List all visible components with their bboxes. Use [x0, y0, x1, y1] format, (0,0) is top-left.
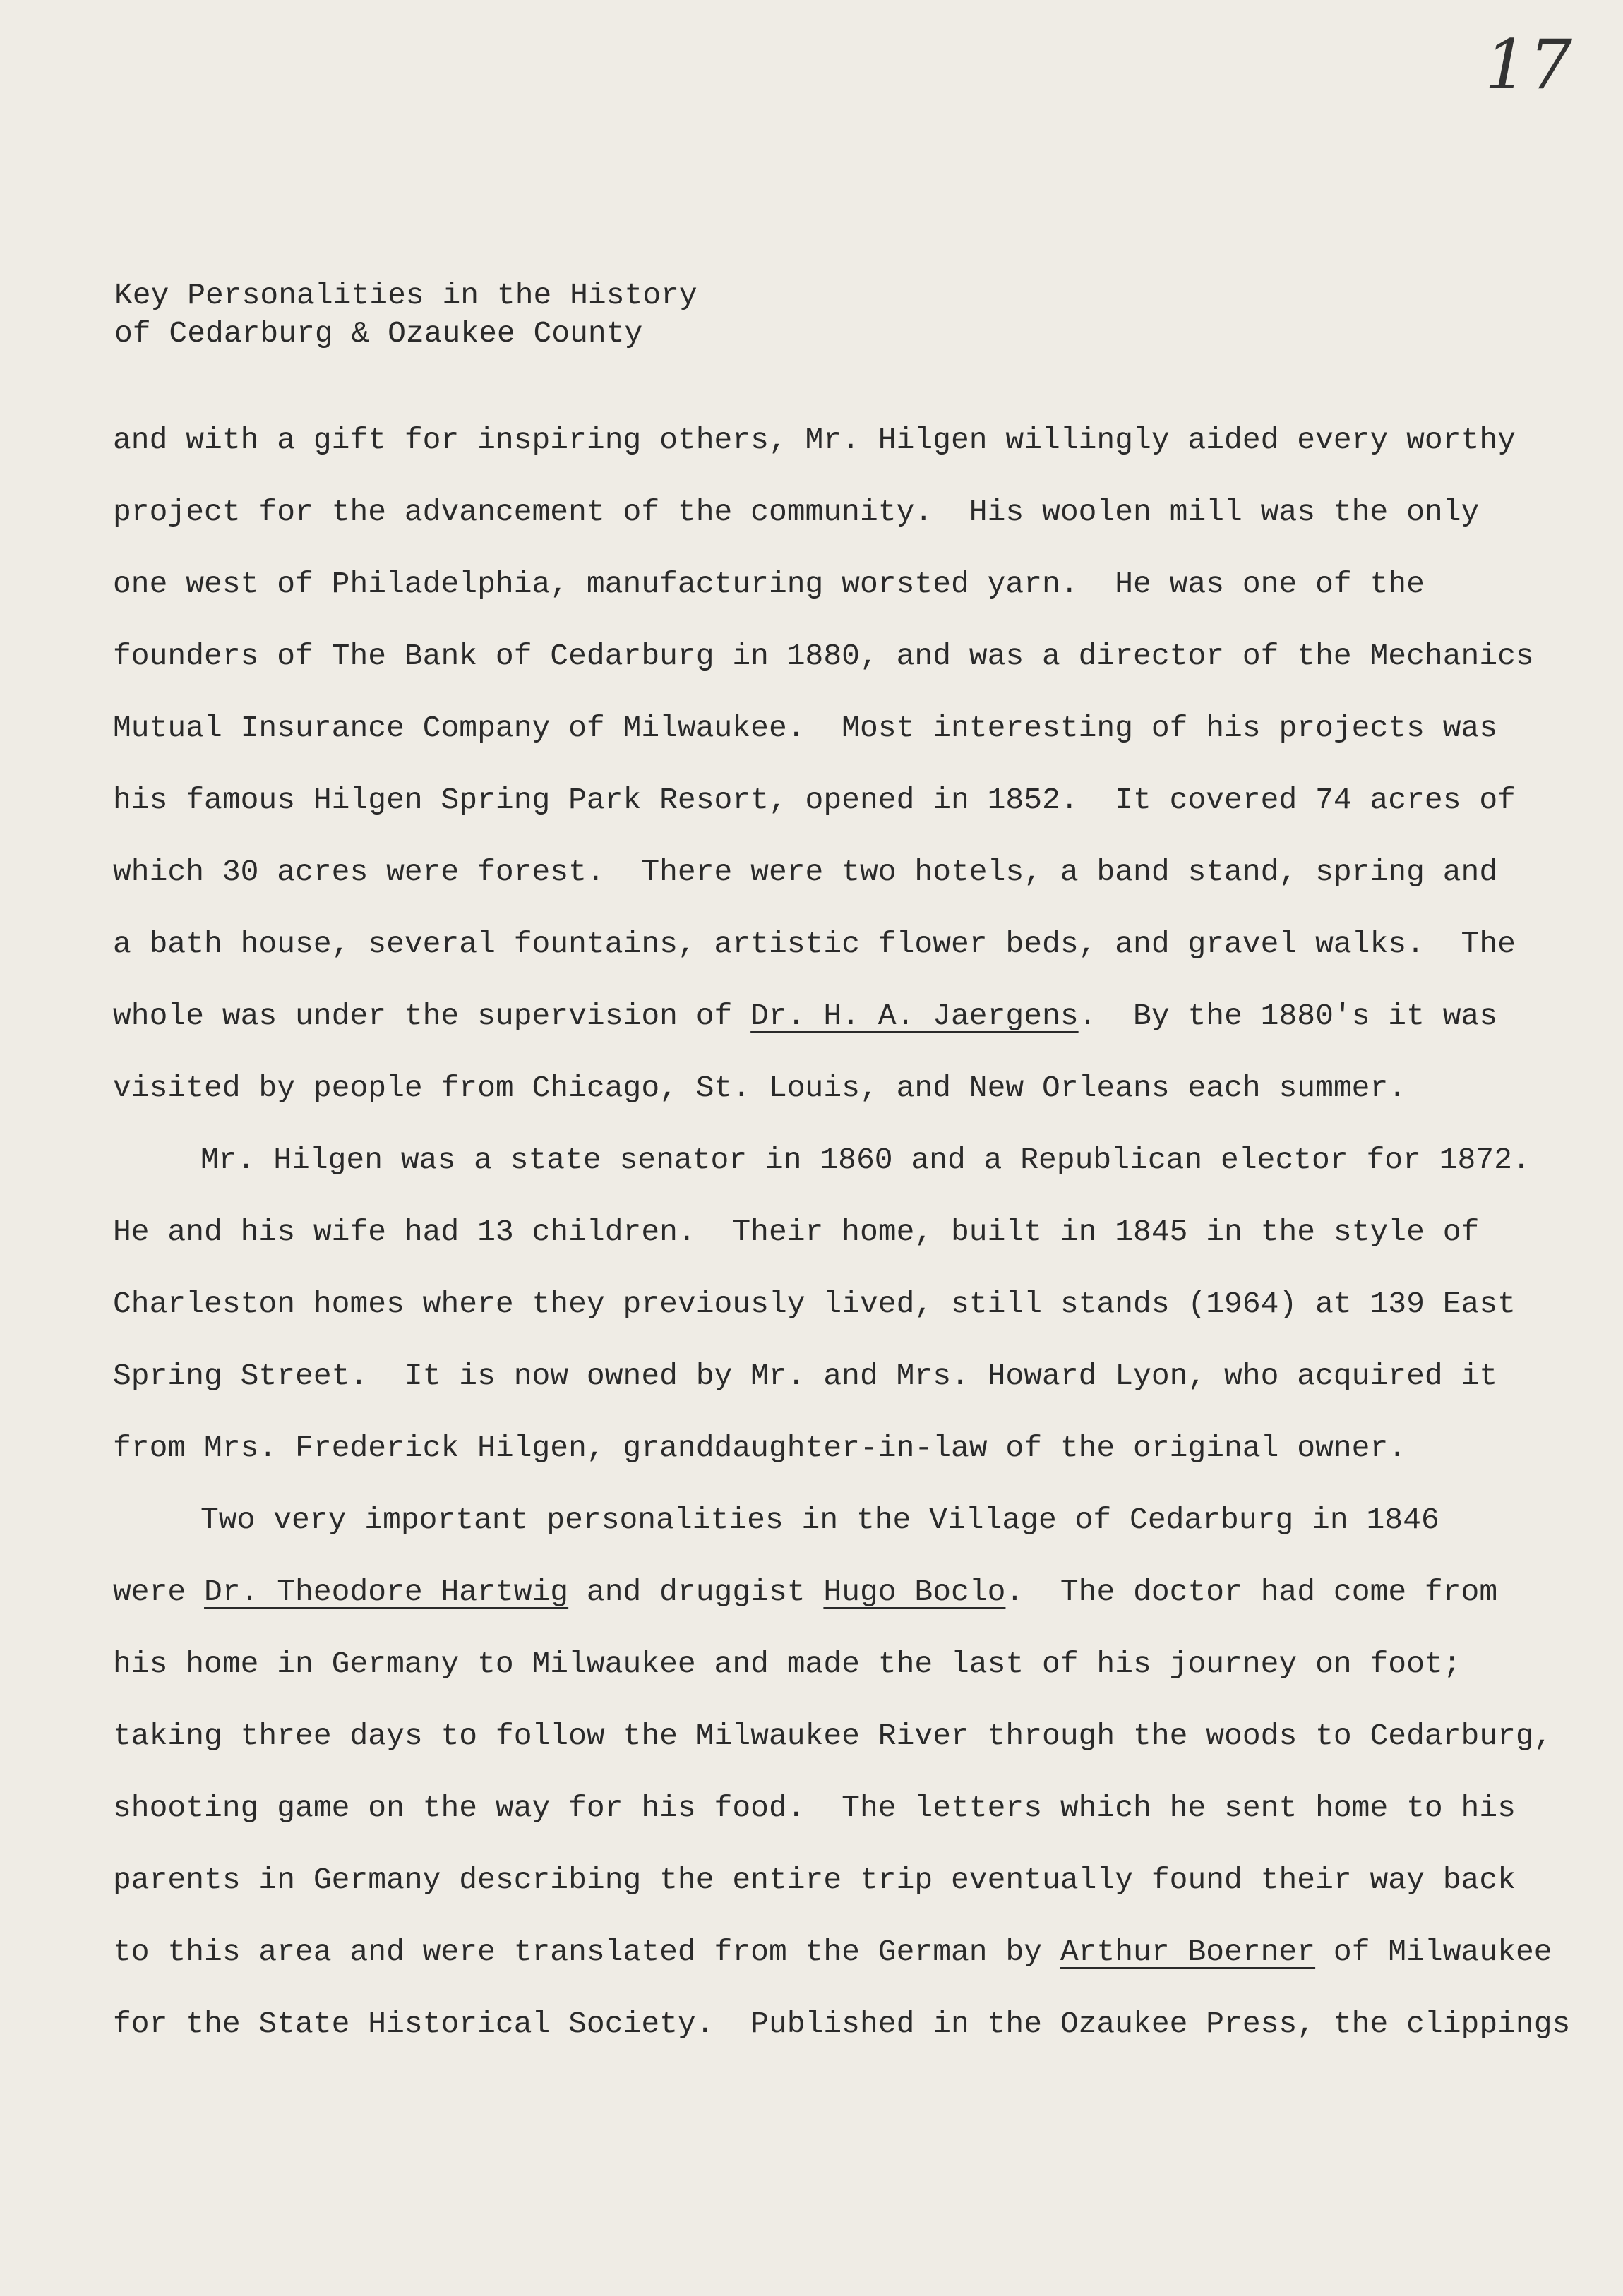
text-segment: parents in Germany describing the entire trip eventually found their way back: [113, 1863, 1516, 1897]
text-segment: . By the 1880's it was: [1078, 999, 1498, 1033]
text-segment: which 30 acres were forest. There were two hotels, a band stand, spring and: [113, 855, 1498, 889]
text-segment: were: [113, 1575, 205, 1609]
text-segment: his home in Germany to Milwaukee and made the last of his journey on foot;: [113, 1647, 1461, 1681]
text-segment: whole was under the supervision of: [113, 999, 751, 1033]
text-segment: and druggist: [568, 1575, 824, 1609]
header-line-1: Key Personalities in the History: [114, 278, 697, 313]
text-line-10: [113, 1069, 1567, 1141]
text-segment: for the State Historical Society. Published in the Ozaukee Press, the clippings: [113, 2007, 1571, 2041]
text-line-1: [113, 421, 1567, 493]
text-segment: Two very important personalities in the Village of Cedarburg in 1846: [200, 1503, 1439, 1537]
text-line-19: [113, 1717, 1567, 1789]
text-segment: and with a gift for inspiring others, Mr. Hilgen willingly aided every worthy: [113, 423, 1516, 457]
text-segment: one west of Philadelphia, manufacturing worsted yarn. He was one of the: [113, 567, 1425, 601]
text-line-21: [113, 1861, 1567, 1933]
text-segment: founders of The Bank of Cedarburg in 1880, and was a director of the Mechanics: [113, 639, 1534, 673]
document-header: [114, 277, 697, 353]
text-line-16: [113, 1501, 1567, 1573]
text-line-6: [113, 781, 1567, 853]
text-line-14: [113, 1357, 1567, 1429]
text-line-3: [113, 565, 1567, 637]
text-segment: shooting game on the way for his food. The letters which he sent home to his: [113, 1791, 1516, 1825]
text-segment: to this area and were translated from the German by: [113, 1935, 1060, 1969]
text-line-17: [113, 1573, 1567, 1645]
text-segment: Charleston homes where they previously lived, still stands (1964) at 139 East: [113, 1287, 1516, 1321]
text-line-23: [113, 2005, 1571, 2076]
text-segment: Spring Street. It is now owned by Mr. and Mrs. Howard Lyon, who acquired it: [113, 1359, 1498, 1393]
text-segment: of Milwaukee: [1315, 1935, 1552, 1969]
text-segment: . The doctor had come from: [1005, 1575, 1498, 1609]
page-number: 17: [1484, 25, 1574, 104]
text-line-18: [113, 1645, 1567, 1717]
header-line-2: of Cedarburg & Ozaukee County: [114, 316, 643, 351]
text-segment: project for the advancement of the community. His woolen mill was the only: [113, 495, 1480, 529]
text-line-7: [113, 853, 1567, 925]
text-line-20: [113, 1789, 1567, 1861]
text-segment: visited by people from Chicago, St. Louis, and New Orleans each summer.: [113, 1071, 1407, 1105]
text-segment: from Mrs. Frederick Hilgen, granddaughter-in-law of the original owner.: [113, 1431, 1407, 1465]
text-segment: his famous Hilgen Spring Park Resort, opened in 1852. It covered 74 acres of: [113, 783, 1516, 817]
text-line-15: [113, 1429, 1567, 1501]
text-line-2: [113, 493, 1567, 565]
text-segment: Mutual Insurance Company of Milwaukee. Most interesting of his projects was: [113, 711, 1498, 745]
text-line-13: [113, 1285, 1567, 1357]
underlined-name: Dr. H. A. Jaergens: [750, 999, 1079, 1033]
text-segment: Mr. Hilgen was a state senator in 1860 and a Republican elector for 1872.: [200, 1143, 1531, 1177]
underlined-name: Arthur Boerner: [1060, 1935, 1316, 1969]
text-line-8: [113, 925, 1567, 997]
text-line-4: [113, 637, 1567, 709]
text-line-12: [113, 1213, 1567, 1285]
text-segment: taking three days to follow the Milwaukee River through the woods to Cedarburg,: [113, 1719, 1552, 1753]
text-line-11: [113, 1141, 1567, 1213]
text-line-22: [113, 1933, 1567, 2005]
underlined-name: Dr. Theodore Hartwig: [204, 1575, 569, 1609]
underlined-name: Hugo Boclo: [823, 1575, 1006, 1609]
text-segment: He and his wife had 13 children. Their home, built in 1845 in the style of: [113, 1215, 1480, 1249]
text-line-9: [113, 997, 1567, 1069]
text-line-5: [113, 709, 1567, 781]
text-segment: a bath house, several fountains, artistic flower beds, and gravel walks. The: [113, 927, 1516, 961]
document-body: [113, 421, 1571, 2076]
